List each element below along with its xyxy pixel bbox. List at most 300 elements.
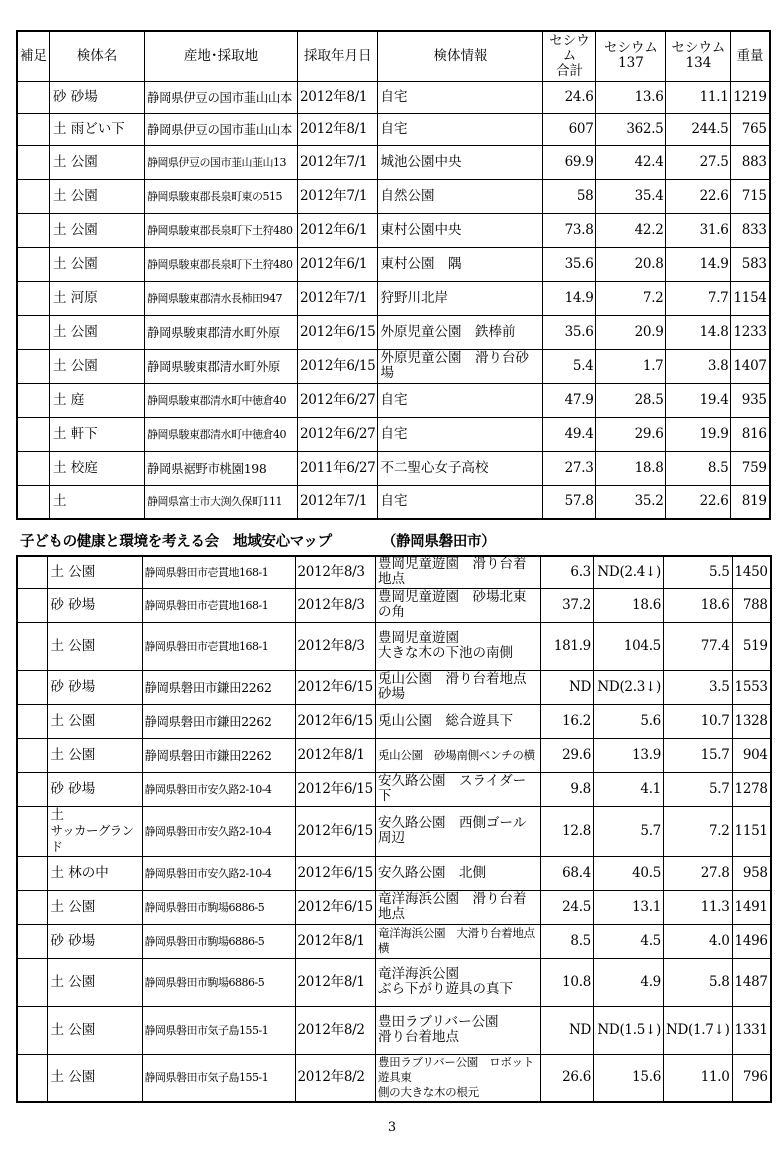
info-cell: 自然公園 (378, 179, 543, 213)
date-cell: 2012年8/3 (295, 556, 375, 588)
table-row (17, 924, 771, 958)
cs134-cell: ND(1.7↓) (663, 1006, 732, 1054)
sample-name: 砂場 (70, 88, 98, 105)
note-cell (17, 349, 50, 383)
date-cell: 2012年7/1 (298, 179, 378, 213)
sample-name: 公園 (68, 1069, 96, 1086)
cs134-cell: 19.9 (666, 417, 731, 451)
sample-kind: 土 (53, 357, 67, 374)
cs-total-cell: 47.9 (543, 383, 596, 417)
cs134-cell: 5.8 (663, 958, 732, 1006)
cs134-cell: 18.6 (663, 588, 732, 622)
section-location: （静岡県磐田市） (381, 534, 496, 550)
cs134-cell: 4.0 (663, 924, 732, 958)
sample-kind: 砂 (50, 780, 64, 797)
sample-name: 校庭 (70, 459, 98, 476)
results-table-1 (16, 30, 771, 520)
cs-total-cell: 16.2 (540, 704, 593, 738)
sample-kind: 土 (53, 391, 67, 408)
sample-name-cell (50, 247, 145, 281)
weight-cell: 519 (732, 622, 771, 670)
table-row (17, 958, 771, 1006)
location-cell: 静岡県伊豆の国市韮山韮山13 (145, 145, 298, 179)
cs134-cell: 77.4 (663, 622, 732, 670)
sample-name-cell (50, 349, 145, 383)
cs-total-cell: 49.4 (543, 417, 596, 451)
date-cell: 2012年6/27 (298, 417, 378, 451)
location-cell: 静岡県駿東郡清水町外原 (145, 349, 298, 383)
note-cell (17, 704, 47, 738)
sample-name: 軒下 (70, 425, 98, 442)
sample-name-cell (47, 856, 142, 890)
location-cell: 静岡県伊豆の国市韮山山本 (145, 113, 298, 145)
weight-cell: 904 (732, 738, 771, 772)
note-cell (17, 451, 50, 485)
cs137-cell: 29.6 (596, 417, 666, 451)
table-row (17, 315, 770, 349)
date-cell: 2012年6/15 (295, 670, 375, 704)
cs-total-cell: 607 (543, 113, 596, 145)
cs137-cell: 13.6 (596, 81, 666, 113)
note-cell (17, 247, 50, 281)
sample-name: 砂場 (68, 780, 96, 797)
cs137-cell: 4.1 (593, 772, 663, 806)
table-row (17, 247, 770, 281)
cs-total-cell: 58 (543, 179, 596, 213)
sample-name: 林の中 (68, 864, 109, 881)
sample-kind: 砂 (53, 88, 67, 105)
location-cell: 静岡県磐田市壱貫地168-1 (142, 588, 295, 622)
table-row (17, 1006, 771, 1054)
header-sample-name: 検体名 (50, 31, 145, 81)
table-row (17, 383, 770, 417)
location-cell: 静岡県駿東郡清水町外原 (145, 315, 298, 349)
weight-cell: 833 (731, 213, 770, 247)
table-row (17, 81, 770, 113)
cs134-cell: 27.8 (663, 856, 732, 890)
note-cell (17, 485, 50, 519)
info-cell: 竜洋海浜公園 大滑り台着地点横 (375, 924, 540, 958)
cs134-cell: 19.4 (666, 383, 731, 417)
cs-total-cell: 27.3 (543, 451, 596, 485)
sample-name: 公園 (70, 255, 98, 272)
cs-total-cell: 37.2 (540, 588, 593, 622)
weight-cell: 765 (731, 113, 770, 145)
info-cell: 外原児童公園 滑り台砂場 (378, 349, 543, 383)
sample-kind: 砂 (50, 596, 64, 613)
note-cell (17, 213, 50, 247)
date-cell: 2012年6/27 (298, 383, 378, 417)
location-cell: 静岡県裾野市桃園198 (145, 451, 298, 485)
table-row (17, 588, 771, 622)
cs137-cell: 42.4 (596, 145, 666, 179)
location-cell: 静岡県磐田市駒場6886-5 (142, 924, 295, 958)
cs134-cell: 11.3 (663, 890, 732, 924)
weight-cell: 788 (732, 588, 771, 622)
cs-total-cell: 69.9 (543, 145, 596, 179)
sample-kind: 土 (53, 425, 67, 442)
cs-total-cell: 26.6 (540, 1054, 593, 1102)
sample-name: サッカーグランド (50, 822, 134, 854)
sample-kind: 土 (50, 1069, 64, 1086)
note-cell (17, 958, 47, 1006)
table-row (17, 113, 770, 145)
cs134-cell: 11.0 (663, 1054, 732, 1102)
header-cs134: セシウム 134 (666, 31, 731, 81)
table-row (17, 890, 771, 924)
cs134-cell: 15.7 (663, 738, 732, 772)
date-cell: 2012年7/1 (298, 485, 378, 519)
cs137-cell: 42.2 (596, 213, 666, 247)
weight-cell: 1450 (732, 556, 771, 588)
weight-cell: 759 (731, 451, 770, 485)
cs134-cell: 5.5 (663, 556, 732, 588)
date-cell: 2012年8/3 (295, 588, 375, 622)
cs137-cell: 18.8 (596, 451, 666, 485)
table-row (17, 1054, 771, 1102)
weight-cell: 1487 (732, 958, 771, 1006)
note-cell (17, 281, 50, 315)
sample-name-cell (47, 890, 142, 924)
note-cell (17, 1054, 47, 1102)
section-title (20, 530, 495, 551)
sample-name-cell (47, 1006, 142, 1054)
info-cell: 城池公園中央 (378, 145, 543, 179)
cs134-cell: 14.9 (666, 247, 731, 281)
location-cell: 静岡県駿東郡清水町中徳倉40 (145, 417, 298, 451)
note-cell (17, 738, 47, 772)
sample-kind: 土 (53, 255, 67, 272)
info-cell: 豊岡児童遊園 砂場北東の角 (375, 588, 540, 622)
note-cell (17, 588, 47, 622)
cs134-cell: 22.6 (666, 485, 731, 519)
table-row (17, 349, 770, 383)
info-cell: 豊岡児童遊園 滑り台着地点 (375, 556, 540, 588)
sample-kind: 土 (50, 712, 64, 729)
location-cell: 静岡県駿東郡清水長柿田947 (145, 281, 298, 315)
sample-name-cell (50, 179, 145, 213)
weight-cell: 935 (731, 383, 770, 417)
sample-name: 公園 (68, 637, 96, 654)
location-cell: 静岡県磐田市気子島155-1 (142, 1006, 295, 1054)
weight-cell: 796 (732, 1054, 771, 1102)
sample-name: 公園 (68, 712, 96, 729)
date-cell: 2012年7/1 (298, 145, 378, 179)
info-cell: 自宅 (378, 417, 543, 451)
sample-kind: 土 (53, 323, 67, 340)
location-cell: 静岡県伊豆の国市韮山山本 (145, 81, 298, 113)
cs-total-cell: 12.8 (540, 806, 593, 856)
location-cell: 静岡県駿東郡長泉町東の515 (145, 179, 298, 213)
sample-name-cell (47, 670, 142, 704)
cs137-cell: 13.1 (593, 890, 663, 924)
weight-cell: 958 (732, 856, 771, 890)
table-row (17, 417, 770, 451)
sample-kind: 土 (50, 563, 64, 580)
cs137-cell: 362.5 (596, 113, 666, 145)
sample-name-cell (50, 383, 145, 417)
weight-cell: 1328 (732, 704, 771, 738)
sample-name-cell (50, 451, 145, 485)
sample-kind: 土 (50, 806, 64, 823)
cs-total-cell: 73.8 (543, 213, 596, 247)
sample-name: 雨どい下 (70, 120, 125, 137)
cs137-cell: ND(2.4↓) (593, 556, 663, 588)
cs-total-cell: 5.4 (543, 349, 596, 383)
location-cell: 静岡県磐田市安久路2-10-4 (142, 856, 295, 890)
sample-name-cell (47, 958, 142, 1006)
info-cell: 安久路公園 西側ゴール周辺 (375, 806, 540, 856)
cs-total-cell: 57.8 (543, 485, 596, 519)
note-cell (17, 556, 47, 588)
sample-name-cell (50, 145, 145, 179)
cs-total-cell: ND (540, 1006, 593, 1054)
sample-kind: 土 (50, 898, 64, 915)
sample-name-cell (47, 924, 142, 958)
cs137-cell: 5.7 (593, 806, 663, 856)
date-cell: 2012年6/15 (295, 772, 375, 806)
note-cell (17, 924, 47, 958)
location-cell: 静岡県駿東郡長泉町下土狩480 (145, 247, 298, 281)
date-cell: 2012年6/15 (295, 704, 375, 738)
sample-name-cell (47, 806, 142, 856)
weight-cell: 1151 (732, 806, 771, 856)
date-cell: 2012年8/1 (298, 113, 378, 145)
cs134-cell: 27.5 (666, 145, 731, 179)
info-cell: 自宅 (378, 113, 543, 145)
location-cell: 静岡県磐田市安久路2-10-4 (142, 772, 295, 806)
cs137-cell: 20.8 (596, 247, 666, 281)
cs137-cell: 7.2 (596, 281, 666, 315)
sample-name-cell (50, 315, 145, 349)
note-cell (17, 81, 50, 113)
sample-name-cell (47, 704, 142, 738)
cs134-cell: 31.6 (666, 213, 731, 247)
sample-name: 公園 (70, 357, 98, 374)
note-cell (17, 145, 50, 179)
cs-total-cell: 35.6 (543, 247, 596, 281)
info-cell: 豊田ラブリバー公園 ロボット遊具東 側の大きな木の根元 (375, 1054, 540, 1102)
cs137-cell: 104.5 (593, 622, 663, 670)
cs134-cell: 14.8 (666, 315, 731, 349)
sample-name-cell (50, 113, 145, 145)
note-cell (17, 890, 47, 924)
results-table-2 (16, 555, 772, 1103)
info-cell: 自宅 (378, 485, 543, 519)
location-cell: 静岡県磐田市安久路2-10-4 (142, 806, 295, 856)
cs-total-cell: 9.8 (540, 772, 593, 806)
info-cell: 兎山公園 滑り台着地点砂場 (375, 670, 540, 704)
sample-name: 公園 (68, 746, 96, 763)
cs-total-cell: 10.8 (540, 958, 593, 1006)
sample-name-cell (50, 281, 145, 315)
sample-name: 砂場 (68, 678, 96, 695)
sample-name-cell (47, 738, 142, 772)
cs134-cell: 5.7 (663, 772, 732, 806)
header-cs-total: セシウム 合計 (543, 31, 596, 81)
sample-name-cell (47, 772, 142, 806)
sample-kind: 土 (53, 289, 67, 306)
date-cell: 2012年7/1 (298, 281, 378, 315)
info-cell: 安久路公園 スライダー下 (375, 772, 540, 806)
weight-cell: 1233 (731, 315, 770, 349)
sample-name: 公園 (70, 153, 98, 170)
table-row (17, 485, 770, 519)
cs137-cell: ND(1.5↓) (593, 1006, 663, 1054)
weight-cell: 1496 (732, 924, 771, 958)
cs-total-cell: 8.5 (540, 924, 593, 958)
table-row (17, 622, 771, 670)
date-cell: 2012年8/1 (298, 81, 378, 113)
sample-kind: 土 (50, 864, 64, 881)
sample-kind: 土 (53, 153, 67, 170)
table-row (17, 856, 771, 890)
location-cell: 静岡県磐田市鎌田2262 (142, 670, 295, 704)
note-cell (17, 315, 50, 349)
location-cell: 静岡県磐田市気子島155-1 (142, 1054, 295, 1102)
location-cell: 静岡県駿東郡長泉町下土狩480 (145, 213, 298, 247)
table-row (17, 738, 771, 772)
date-cell: 2012年6/15 (298, 349, 378, 383)
cs-total-cell: 14.9 (543, 281, 596, 315)
sample-name-cell (50, 417, 145, 451)
date-cell: 2012年8/2 (295, 1006, 375, 1054)
note-cell (17, 417, 50, 451)
sample-name-cell (47, 1054, 142, 1102)
info-cell: 兎山公園 砂場南側ベンチの横 (375, 738, 540, 772)
date-cell: 2012年6/15 (295, 806, 375, 856)
table-row (17, 772, 771, 806)
sample-name: 公園 (68, 563, 96, 580)
cs137-cell: 18.6 (593, 588, 663, 622)
info-cell: 東村公園 隅 (378, 247, 543, 281)
cs-total-cell: 68.4 (540, 856, 593, 890)
note-cell (17, 1006, 47, 1054)
table-row (17, 670, 771, 704)
location-cell: 静岡県磐田市駒場6886-5 (142, 958, 295, 1006)
sample-name-cell (50, 213, 145, 247)
info-cell: 豊岡児童遊園 大きな木の下池の南側 (375, 622, 540, 670)
sample-kind: 土 (53, 493, 67, 510)
date-cell: 2012年8/1 (295, 958, 375, 1006)
cs134-cell: 7.7 (666, 281, 731, 315)
note-cell (17, 806, 47, 856)
table-row (17, 179, 770, 213)
date-cell: 2012年6/15 (295, 890, 375, 924)
sample-name: 河原 (70, 289, 98, 306)
note-cell (17, 113, 50, 145)
weight-cell: 816 (731, 417, 770, 451)
info-cell: 竜洋海浜公園 ぶら下がり遊具の真下 (375, 958, 540, 1006)
cs137-cell: ND(2.3↓) (593, 670, 663, 704)
sample-name: 公園 (68, 1021, 96, 1038)
header-cs137: セシウム 137 (596, 31, 666, 81)
sample-kind: 土 (50, 746, 64, 763)
date-cell: 2012年8/3 (295, 622, 375, 670)
cs134-cell: 11.1 (666, 81, 731, 113)
weight-cell: 883 (731, 145, 770, 179)
sample-name: 公園 (70, 187, 98, 204)
cs134-cell: 244.5 (666, 113, 731, 145)
info-cell: 東村公園中央 (378, 213, 543, 247)
cs-total-cell: 35.6 (543, 315, 596, 349)
sample-name-cell (50, 81, 145, 113)
cs137-cell: 5.6 (593, 704, 663, 738)
cs134-cell: 3.5 (663, 670, 732, 704)
cs137-cell: 15.6 (593, 1054, 663, 1102)
sample-name: 庭 (70, 391, 85, 408)
info-cell: 自宅 (378, 383, 543, 417)
header-note: 補足 (17, 31, 50, 81)
weight-cell: 819 (731, 485, 770, 519)
cs137-cell: 1.7 (596, 349, 666, 383)
weight-cell: 1219 (731, 81, 770, 113)
table-row (17, 213, 770, 247)
weight-cell: 1491 (732, 890, 771, 924)
date-cell: 2012年8/1 (295, 924, 375, 958)
weight-cell: 1331 (732, 1006, 771, 1054)
table-row (17, 451, 770, 485)
table-row (17, 806, 771, 856)
weight-cell: 1407 (731, 349, 770, 383)
cs134-cell: 7.2 (663, 806, 732, 856)
info-cell: 兎山公園 総合遊具下 (375, 704, 540, 738)
location-cell: 静岡県駿東郡清水町中徳倉40 (145, 383, 298, 417)
cs137-cell: 13.9 (593, 738, 663, 772)
sample-name-cell (47, 622, 142, 670)
location-cell: 静岡県磐田市壱貫地168-1 (142, 622, 295, 670)
location-cell: 静岡県磐田市鎌田2262 (142, 738, 295, 772)
cs134-cell: 3.8 (666, 349, 731, 383)
section-title-text: 子どもの健康と環境を考える会 地域安心マップ (20, 534, 332, 550)
cs137-cell: 28.5 (596, 383, 666, 417)
location-cell: 静岡県磐田市駒場6886-5 (142, 890, 295, 924)
cs-total-cell: 29.6 (540, 738, 593, 772)
sample-name: 公園 (70, 323, 98, 340)
date-cell: 2012年6/1 (298, 247, 378, 281)
date-cell: 2011年6/27 (298, 451, 378, 485)
sample-name-cell (47, 588, 142, 622)
sample-kind: 土 (50, 973, 64, 990)
date-cell: 2012年6/15 (295, 856, 375, 890)
cs137-cell: 4.9 (593, 958, 663, 1006)
note-cell (17, 772, 47, 806)
table-row (17, 145, 770, 179)
sample-name: 砂場 (68, 932, 96, 949)
cs134-cell: 8.5 (666, 451, 731, 485)
note-cell (17, 383, 50, 417)
cs-total-cell: 6.3 (540, 556, 593, 588)
sample-kind: 土 (50, 1021, 64, 1038)
sample-kind: 土 (50, 637, 64, 654)
cs-total-cell: ND (540, 670, 593, 704)
table-row (17, 704, 771, 738)
cs137-cell: 20.9 (596, 315, 666, 349)
weight-cell: 1553 (732, 670, 771, 704)
sample-kind: 土 (53, 187, 67, 204)
sample-kind: 砂 (50, 932, 64, 949)
cs134-cell: 22.6 (666, 179, 731, 213)
sample-kind: 土 (53, 459, 67, 476)
date-cell: 2012年8/2 (295, 1054, 375, 1102)
cs-total-cell: 24.5 (540, 890, 593, 924)
cs134-cell: 10.7 (663, 704, 732, 738)
info-cell: 安久路公園 北側 (375, 856, 540, 890)
header-date: 採取年月日 (298, 31, 378, 81)
sample-name-cell (47, 556, 142, 588)
header-location: 産地･採取地 (145, 31, 298, 81)
weight-cell: 1278 (732, 772, 771, 806)
